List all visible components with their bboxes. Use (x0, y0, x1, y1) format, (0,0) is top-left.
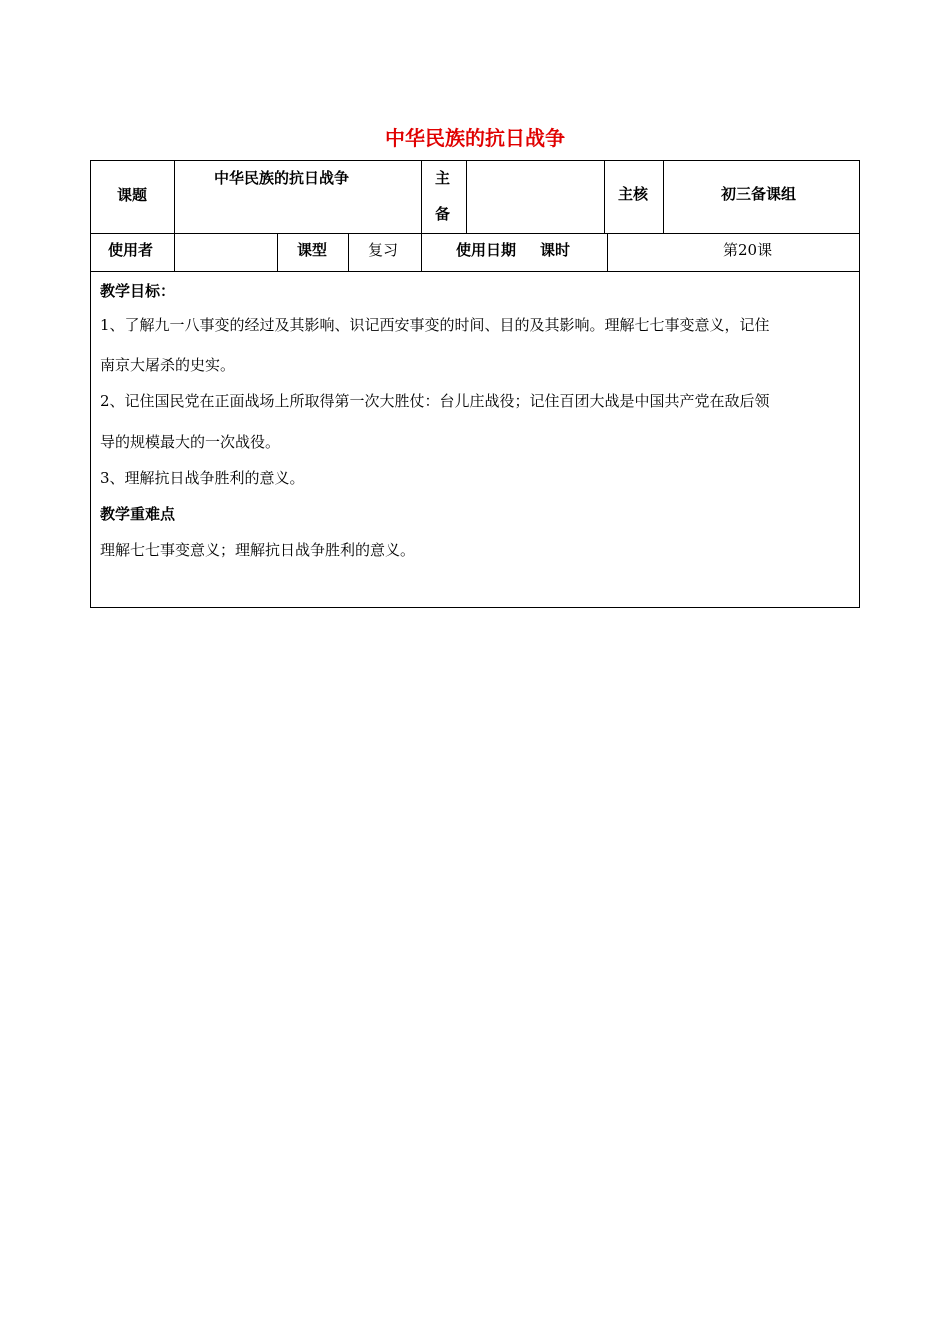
period-label: 课时 (540, 241, 571, 259)
type-value: 复习 (368, 241, 399, 259)
col-divider (421, 233, 422, 271)
prep-label-top: 主 (435, 169, 451, 187)
review-label: 主核 (618, 185, 649, 203)
col-divider (604, 161, 605, 233)
topic-label: 课题 (117, 186, 148, 204)
key-points-text: 理解七七事变意义；理解抗日战争胜利的意义。 (100, 541, 416, 559)
goal-2-line-2: 导的规模最大的一次战役。 (100, 433, 281, 451)
col-divider (607, 233, 608, 271)
col-divider (277, 233, 278, 271)
type-label: 课型 (297, 241, 328, 259)
goal-1-line-1: 1、了解九一八事变的经过及其影响、识记西安事变的时间、目的及其影响。理解七七事变意义，记住 (100, 316, 770, 334)
col-divider (174, 233, 175, 271)
key-points-heading: 教学重难点 (100, 505, 176, 523)
col-divider (663, 161, 664, 233)
col-divider (466, 161, 467, 233)
goals-heading: 教学目标： (100, 282, 176, 300)
user-label: 使用者 (108, 241, 154, 259)
review-value: 初三备课组 (721, 185, 797, 203)
goal-1-line-2: 南京大屠杀的史实。 (100, 356, 236, 374)
row-divider-2 (91, 271, 859, 272)
document-title: 中华民族的抗日战争 (385, 126, 565, 150)
goal-2-line-1: 2、记住国民党在正面战场上所取得第一次大胜仗：台儿庄战役；记住百团大战是中国共产党在敌后领 (100, 392, 770, 410)
lesson-plan-table (90, 160, 860, 608)
date-label: 使用日期 (456, 241, 517, 259)
topic-value: 中华民族的抗日战争 (214, 169, 350, 187)
col-divider (421, 161, 422, 233)
row-divider-1 (91, 233, 859, 234)
period-value: 第20课 (723, 241, 773, 259)
goal-3: 3、理解抗日战争胜利的意义。 (100, 469, 305, 487)
prep-label-bottom: 备 (435, 205, 451, 223)
col-divider (348, 233, 349, 271)
col-divider (174, 161, 175, 233)
